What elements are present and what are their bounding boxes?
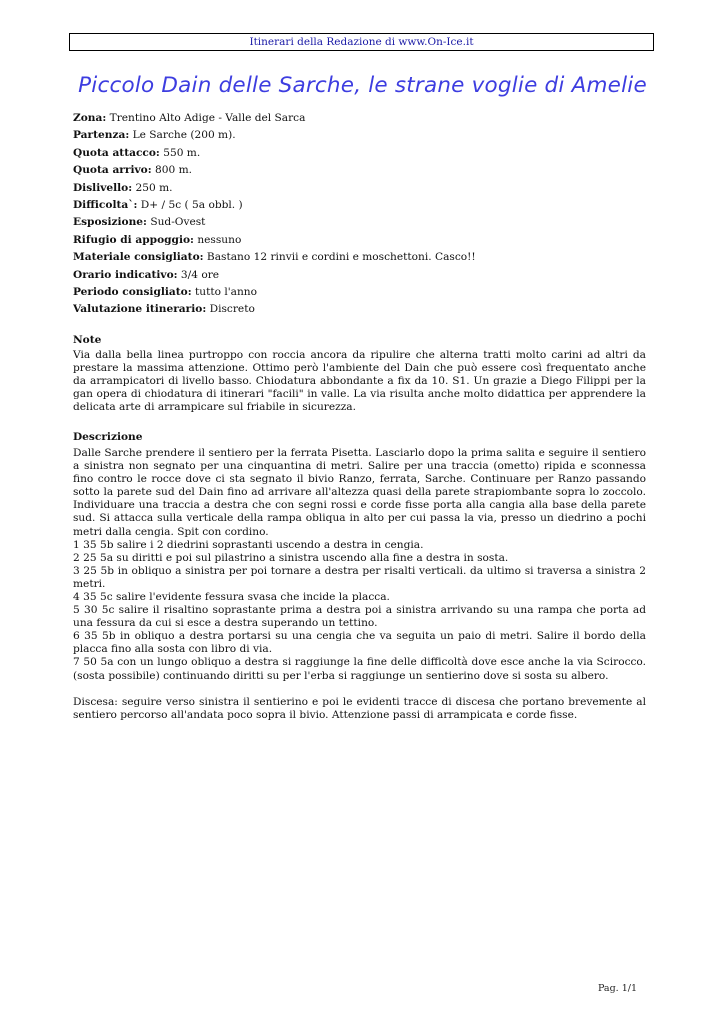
field-dislivello (73, 180, 646, 197)
field-value: tutto l'anno (191, 285, 258, 298)
page-title: Piccolo Dain delle Sarche, le strane voglie di Amelie (78, 73, 647, 98)
field-quota-arrivo (73, 162, 646, 179)
field-label: Difficolta`: (73, 198, 138, 211)
itinerary-content (73, 110, 646, 722)
field-label: Orario indicativo: (73, 268, 178, 281)
pitch-1: 1 35 5b salire i 2 diedrini soprastanti uscendo a destra in cengia. (73, 538, 424, 551)
header-bar (69, 33, 654, 51)
field-label: Valutazione itinerario: (73, 303, 207, 316)
field-label: Materiale consigliato: (73, 251, 204, 264)
field-value: Bastano 12 rinvii e cordini e moschettoni. Casco!! (203, 251, 476, 264)
field-esposizione (73, 214, 646, 231)
description-intro: Dalle Sarche prendere il sentiero per la ferrata Pisetta. Lasciarlo dopo la prima salita e seguire il sentiero a sinistra non segnato per una cinquantina di metri. Salire per una traccia (ometto) ripida e sconnessa fino contro le rocce dove ci sta segnato il bivio Ranzo, ferrata, Sarche. Continuare per Ranzo passando sotto la parete sud del Dain fino ad arrivare all'altezza quasi della parete strapiombante sopra lo zoccolo. Individuare una traccia a destra che con segni rossi e corde fisse porta alla cangia alla base della parete sud. Si attacca sulla verticale della rampa obliqua in alto per cui passa la via, presso un diedrino a pochi metri dalla cengia. Spit con cordino. (73, 446, 646, 538)
field-label: Dislivello: (73, 181, 133, 194)
field-materiale (73, 249, 646, 266)
note-text: Via dalla bella linea purtroppo con roccia ancora da ripulire che alterna tratti molto carini ad altri da prestare la massima attenzione. Ottimo però l'ambiente del Dain che può essere così frequentato anche da arrampicatori di livello basso. Chiodatura abbondante a fix da 10. S1. Un grazie a Diego Filippi per la gan opera di chiodatura di itinerari "facili" in valle. La via risulta anche molto didattica per apprendere la delicata arte di arrampicare sul friabile in sicurezza. (73, 349, 646, 414)
field-value: 250 m. (132, 181, 173, 194)
descent-text: Discesa: seguire verso sinistra il sentierino e poi le evidenti tracce di discesa che portano brevemente al sentiero percorso all'andata poco sopra il bivio. Attenzione passi di arrampicata e corde fisse. (73, 695, 646, 721)
field-rifugio (73, 232, 646, 249)
page-number: Pag. 1/1 (597, 983, 637, 994)
field-periodo (73, 284, 646, 301)
field-value: nessuno (193, 233, 242, 246)
pitch-4: 4 35 5c salire l'evidente fessura svasa che incide la placca. (73, 591, 390, 603)
pitch-list (73, 539, 646, 683)
description-heading: Descrizione (73, 430, 143, 443)
field-label: Partenza: (73, 129, 130, 142)
field-label: Zona: (73, 112, 107, 124)
field-partenza (73, 127, 646, 144)
header-text: Itinerari della Redazione di www.On-Ice.it (249, 36, 474, 48)
pitch-6: 6 35 5b in obliquo a destra portarsi su una cengia che va seguita un paio di metri. Salire il bordo della placca fino alla sosta con libro di via. (73, 630, 646, 656)
note-heading: Note (73, 333, 102, 346)
pitch-5: 5 30 5c salire il risaltino soprastante prima a destra poi a sinistra arrivando su una rampa che porta ad una fessura da cui si esce a destra superando un tettino. (73, 604, 646, 630)
field-value: 800 m. (151, 164, 193, 177)
field-difficolta (73, 197, 646, 214)
field-label: Quota attacco: (73, 146, 160, 159)
info-fields (73, 110, 646, 319)
field-orario (73, 267, 646, 284)
field-value: Trentino Alto Adige - Valle del Sarca (106, 112, 306, 124)
field-value: 550 m. (159, 146, 201, 159)
field-label: Quota arrivo: (73, 164, 152, 177)
field-value: 3/4 ore (177, 268, 220, 281)
pitch-2: 2 25 5a su diritti e poi sul pilastrino a sinistra uscendo alla fine a destra in sosta. (73, 551, 509, 564)
field-quota-attacco (73, 145, 646, 162)
field-label: Rifugio di appoggio: (73, 233, 194, 246)
pitch-7: 7 50 5a con un lungo obliquo a destra si raggiunge la fine delle difficoltà dove esce anche la via Scirocco. (sosta possibile) continuando diritti su per l'erba si raggiunge un sentierino dove si sosta su albero. (73, 656, 646, 682)
field-value: Discreto (206, 303, 255, 316)
field-valutazione (73, 301, 646, 318)
field-zona (73, 110, 646, 127)
field-value: D+ / 5c ( 5a obbl. ) (137, 198, 243, 211)
pitch-3: 3 25 5b in obliquo a sinistra per poi tornare a destra per risalti verticali. da ultimo si traversa a sinistra 2 metri. (73, 564, 646, 590)
field-value: Sud-Ovest (146, 216, 206, 229)
field-label: Esposizione: (73, 216, 147, 229)
field-value: Le Sarche (200 m). (129, 129, 236, 142)
field-label: Periodo consigliato: (73, 285, 192, 298)
